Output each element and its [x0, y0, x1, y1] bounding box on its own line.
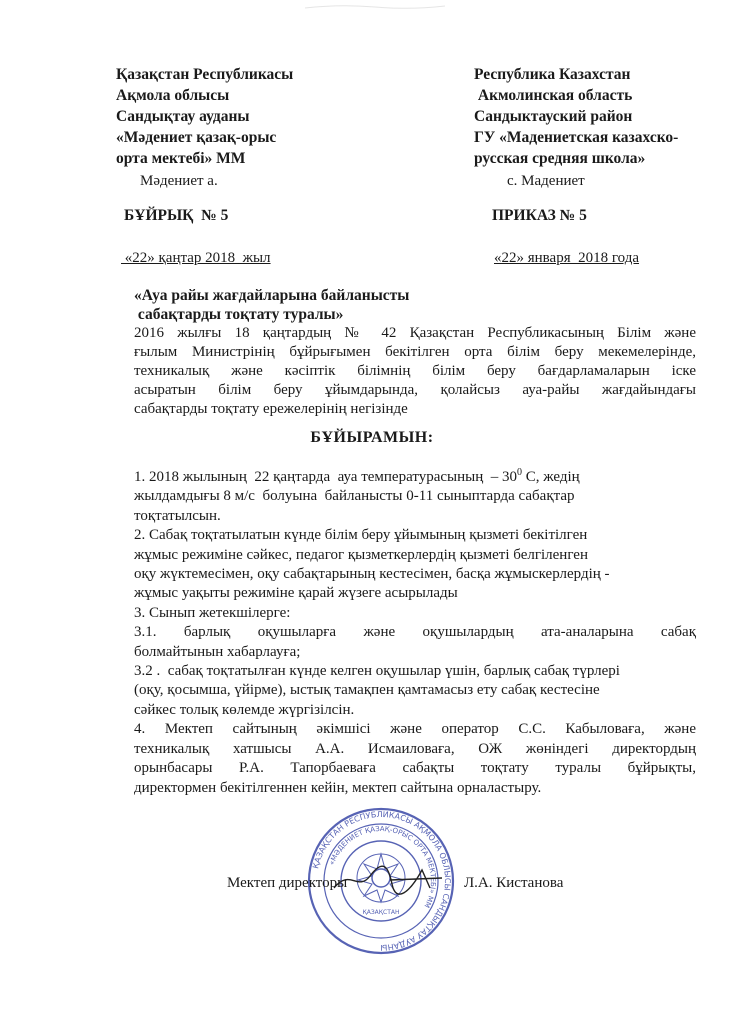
signature-label: Мектеп директоры: [227, 875, 348, 891]
stamp-outer-text: ҚАЗАҚСТАН РЕСПУБЛИКАСЫ АҚМОЛА ОБЛЫСЫ САНДЫҚТАУ АУДАНЫ: [311, 809, 453, 953]
preamble-line: ғылым Министрінің бұйрығымен бекітілген орта білім беру мекемелерінде,: [134, 344, 696, 360]
preamble: [134, 324, 696, 419]
item-4-line: орынбасары Р.А. Тапорбаеваға сабақты тоқтату туралы бұйрықты,: [134, 760, 696, 777]
stamp-center-text: ҚАЗАҚСТАН: [362, 909, 400, 916]
header-right-line: Сандыктауский район: [474, 108, 633, 125]
order-date-kazakh: «22» қаңтар 2018 жыл: [121, 250, 271, 266]
decree-heading: БҰЙЫРАМЫН:: [310, 429, 434, 446]
order-subject: [134, 286, 409, 324]
header-left-line: Ақмола облысы: [116, 87, 230, 104]
item-2-line: 2. Сабақ тоқтатылатын күнде білім беру ұйымының қызметі бекітілген: [134, 527, 588, 544]
preamble-line: 2016 жылғы 18 қаңтардың № 42 Қазақстан Республикасының Білім және: [134, 325, 696, 341]
header-left-line: Сандықтау ауданы: [116, 108, 250, 125]
order-body: [134, 463, 696, 798]
header-left-line: «Мәдениет қазақ-орыс: [116, 129, 277, 146]
village-russian: с. Мадениет: [507, 173, 585, 189]
item-1-line: жылдамдығы 8 м/с болуына байланысты 0-11 сыныптарда сабақтар: [134, 488, 575, 505]
item-4-line: техникалық хатшысы А.А. Исмаиловаға, ОЖ жөніндегі директордың: [134, 740, 696, 757]
header-left-line: орта мектебі» ММ: [116, 150, 246, 167]
subject-line: сабақтарды тоқтату туралы»: [134, 306, 344, 323]
order-date-russian: «22» января 2018 года: [494, 250, 640, 266]
item-1-line: [134, 463, 696, 487]
item-2-line: жұмыс уақыты режиміне қарай жүзеге асырылады: [134, 585, 458, 602]
header-kazakh: [116, 64, 416, 169]
header-right-line: Республика Казахстан: [474, 66, 631, 83]
order-number-kazakh: БҰЙРЫҚ № 5: [124, 207, 229, 224]
faint-top-mark: [300, 2, 450, 12]
item-2-line: оқу жүктемесімен, оқу сабақтарының кестесімен, басқа жұмыскерлердің -: [134, 566, 610, 583]
order-number-russian: ПРИКАЗ № 5: [492, 207, 587, 224]
item-3-line: 3. Сынып жетекшілерге:: [134, 604, 291, 621]
degree-superscript: 0: [517, 467, 522, 478]
header-right-line: русская средняя школа»: [474, 150, 646, 167]
item-4-line: 4. Мектеп сайтының әкімшісі және оператор С.С. Кабыловаға, және: [134, 721, 696, 738]
header-right-line: ГУ «Мадениетская казахско-: [474, 129, 679, 146]
preamble-line: сабақтарды тоқтату ережелерінің негізінде: [134, 401, 408, 417]
item-1-text-end: С, жедің: [522, 469, 580, 485]
stamp-inner-text: «МӘДЕНИЕТ ҚАЗАҚ-ОРЫС ОРТА МЕКТЕБІ» ММ: [327, 824, 438, 910]
item-3-1-line: 3.1. барлық оқушыларға және оқушылардың ата-аналарына сабақ: [134, 624, 696, 641]
preamble-line: асыратын білім беру ұйымдарында, қолайсыз ауа-райы жағдайындағы: [134, 382, 696, 398]
item-3-2-line: сәйкес толық көлемде жүргізілсін.: [134, 701, 355, 718]
item-3-2-line: (оқу, қосымша, үйірме), ыстық тамақпен қамтамасыз ету сабақ кестесіне: [134, 682, 600, 699]
village-kazakh: Мәдениет а.: [140, 173, 218, 189]
director-name: Л.А. Кистанова: [464, 875, 564, 891]
header-right-line: Акмолинская область: [474, 87, 633, 104]
item-4-line: директормен бекітілгеннен кейін, мектеп сайтына орналастыру.: [134, 779, 542, 796]
item-1-line: тоқтатылсын.: [134, 507, 221, 524]
header-russian: [474, 64, 724, 169]
item-3-1-line: болмайтынын хабарлауға;: [134, 643, 301, 660]
subject-line: «Ауа райы жағдайларына байланысты: [134, 287, 410, 304]
header-left-line: Қазақстан Республикасы: [116, 66, 294, 83]
item-1-text: 1. 2018 жылының 22 қаңтарда ауа температурасының – 30: [134, 469, 517, 485]
signature-scribble: [330, 858, 450, 898]
preamble-line: техникалық және кәсіптік білімнің білім беру бағдарламаларын іске: [134, 363, 696, 379]
item-3-2-line: 3.2 . сабақ тоқтатылған күнде келген оқушылар үшін, барлық сабақ түрлері: [134, 663, 620, 680]
item-2-line: жұмыс режиміне сәйкес, педагог қызметкерлердің қызметі белгіленген: [134, 546, 588, 563]
